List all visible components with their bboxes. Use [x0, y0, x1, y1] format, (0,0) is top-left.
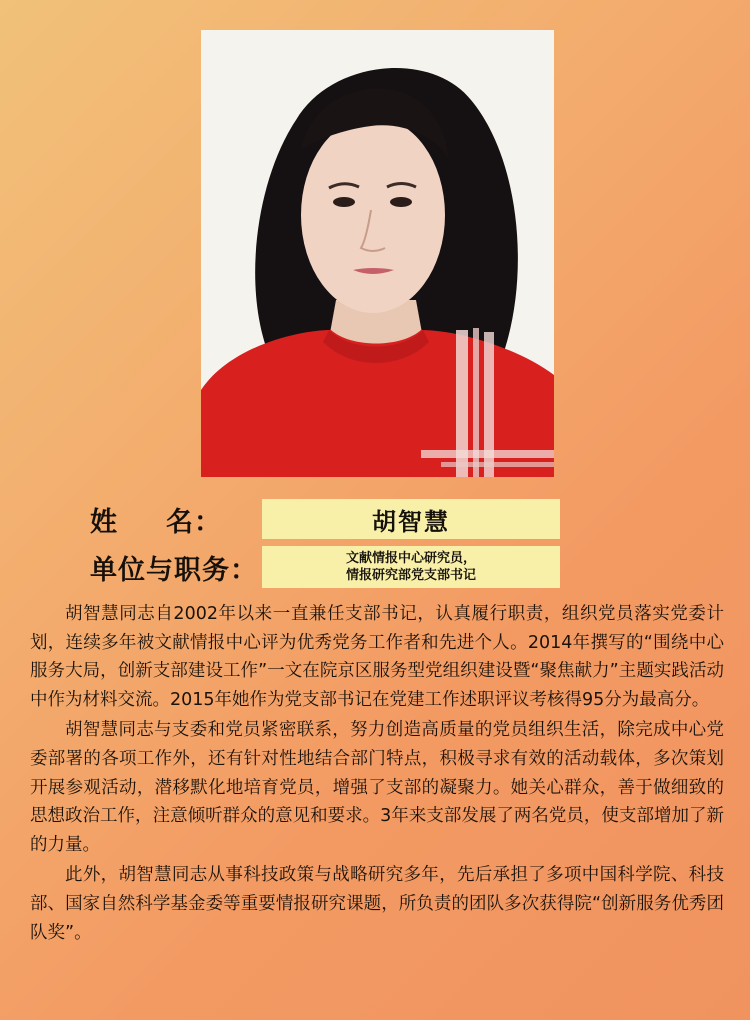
paragraph-2: 胡智慧同志与支委和党员紧密联系，努力创造高质量的党员组织生活，除完成中心党委部署的各项工作外，还有针对性地结合部门特点，积极寻求有效的活动载体，多次策划开展参观活动，潜移默化地培育党员，增强了支部的凝聚力。她关心群众，善于做细致的思想政治工作，注意倾听群众的意见和要求。3年来支部发展了两名党员，使支部增加了新的力量。: [30, 720, 724, 855]
name-label: [90, 500, 222, 539]
name-label-part-2: 名：: [166, 507, 222, 538]
name-value: 胡智慧: [372, 507, 450, 536]
name-label-part-1: 姓: [90, 507, 118, 538]
paragraph-1: 胡智慧同志自2002年以来一直兼任支部书记，认真履行职责，组织党员落实党委计划，连续多年被文献情报中心评为优秀党务工作者和先进个人。2014年撰写的“围绕中心服务大局，创新支部建设工作”一文在院京区服务型党组织建设暨“聚焦献力”主题实践活动中作为材料交流。2015年她作为党支部书记在党建工作述职评议考核得95分为最高分。: [30, 604, 724, 710]
name-value-box: [262, 499, 560, 539]
unit-position-line-2: 情报研究部党支部书记: [345, 568, 476, 583]
unit-position-line-1: 文献情报中心研究员，: [345, 551, 476, 566]
paragraph-3: 此外，胡智慧同志从事科技政策与战略研究多年，先后承担了多项中国科学院、科技部、国家自然科学基金委等重要情报研究课题，所负责的团队多次获得院“创新服务优秀团队奖”。: [30, 865, 724, 943]
unit-position-label: 单位与职务：: [90, 555, 258, 586]
unit-position-value-box: [262, 546, 560, 588]
portrait-illustration: [201, 30, 554, 477]
portrait-photo: [201, 30, 554, 477]
biography-text: [30, 600, 724, 949]
